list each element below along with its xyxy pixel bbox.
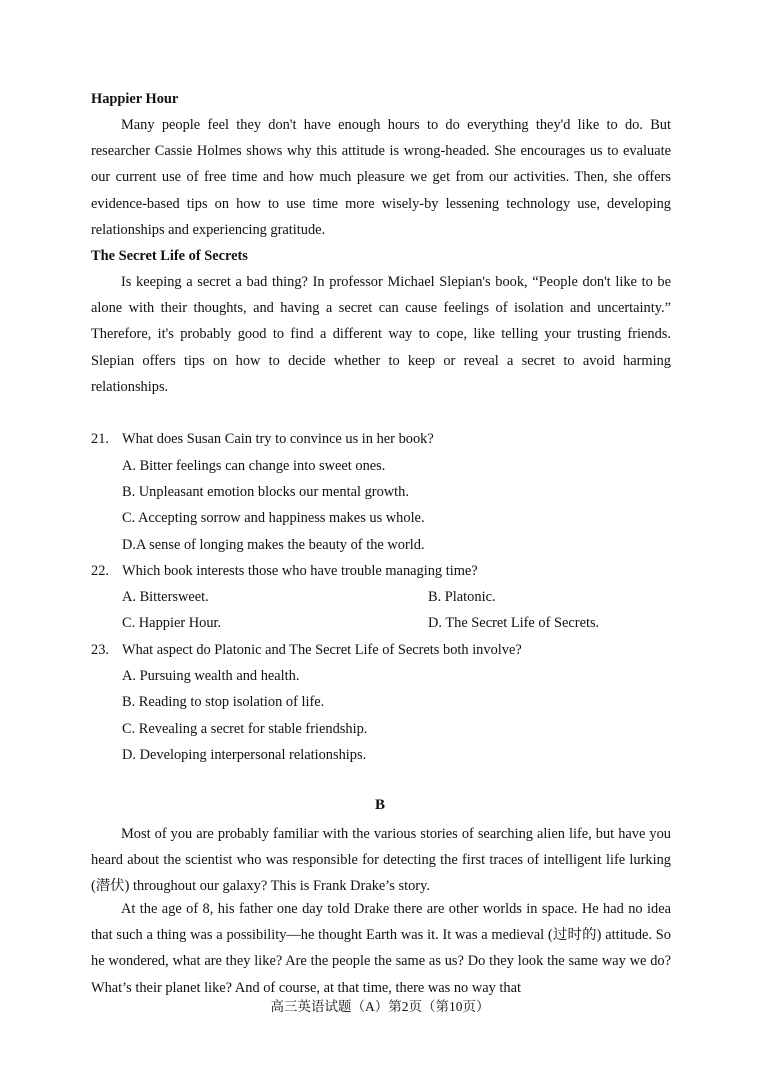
q22-option-a: A. Bittersweet. — [122, 589, 209, 605]
q23-option-b: B. Reading to stop isolation of life. — [122, 694, 325, 710]
q22-option-d: D. The Secret Life of Secrets. — [428, 615, 600, 631]
q21-option-b: B. Unpleasant emotion blocks our mental growth. — [122, 484, 409, 500]
question-text: Which book interests those who have trouble managing time? — [122, 563, 478, 579]
happier-hour-title: Happier Hour — [91, 91, 179, 107]
q21-option-c: C. Accepting sorrow and happiness makes us whole. — [122, 510, 425, 526]
happier-hour-text: Many people feel they don't have enough hours to do everything they'd like to do. But researcher Cassie Holmes shows why this attitude is wrong-headed. She encourages us to evaluate our current use of free time and how much pleasure we get from our activities. Then, she offers evidence-based tips on how to use time more wisely-by lessening technology use, developing relationships and experiencing gratitude. — [91, 117, 671, 238]
question-22 — [91, 558, 478, 584]
question-number: 23. — [91, 642, 109, 658]
question-23 — [91, 637, 522, 663]
question-number: 21. — [91, 431, 109, 447]
q21-option-d: D.A sense of longing makes the beauty of the world. — [122, 537, 425, 553]
q23-option-c: C. Revealing a secret for stable friendship. — [122, 721, 368, 737]
q21-option-a: A. Bitter feelings can change into sweet ones. — [122, 458, 386, 474]
question-text: What does Susan Cain try to convince us in her book? — [122, 431, 434, 447]
question-number: 22. — [91, 563, 109, 579]
question-21 — [91, 426, 434, 452]
q23-option-d: D. Developing interpersonal relationships. — [122, 747, 367, 763]
passage-b-paragraph-1: Most of you are probably familiar with the various stories of searching alien life, but have you heard about the scientist who was responsible for detecting the first traces of intelligent life lurking (潜伏) throughout our galaxy? This is Frank Drake’s story. — [91, 826, 671, 895]
q23-option-a: A. Pursuing wealth and health. — [122, 668, 300, 684]
q22-option-c: C. Happier Hour. — [122, 615, 222, 631]
q22-option-b: B. Platonic. — [428, 589, 496, 605]
section-b-label: B — [374, 797, 385, 813]
secret-life-title: The Secret Life of Secrets — [91, 248, 248, 264]
page-footer: 高三英语试题（A）第2页（第10页） — [270, 999, 490, 1014]
question-text: What aspect do Platonic and The Secret Life of Secrets both involve? — [122, 642, 522, 658]
passage-b-paragraph-2: At the age of 8, his father one day told Drake there are other worlds in space. He had no idea that such a thing was a possibility—he thought Earth was it. It was a medieval (过时的) attitude. So he wondered, what are they like? Are the people the same as us? Do they look the same way we do? What’s their planet like? And of course, at that time, there was no way that — [91, 901, 671, 996]
secret-life-text: Is keeping a secret a bad thing? In professor Michael Slepian's book, “People don't like to be alone with their thoughts, and having a secret can cause feelings of isolation and uncertainty.” Therefore, it's probably good to find a different way to cope, like telling your trusting friends. Slepian offers tips on how to decide whether to keep or reveal a secret to avoid harming relationships. — [91, 274, 671, 395]
